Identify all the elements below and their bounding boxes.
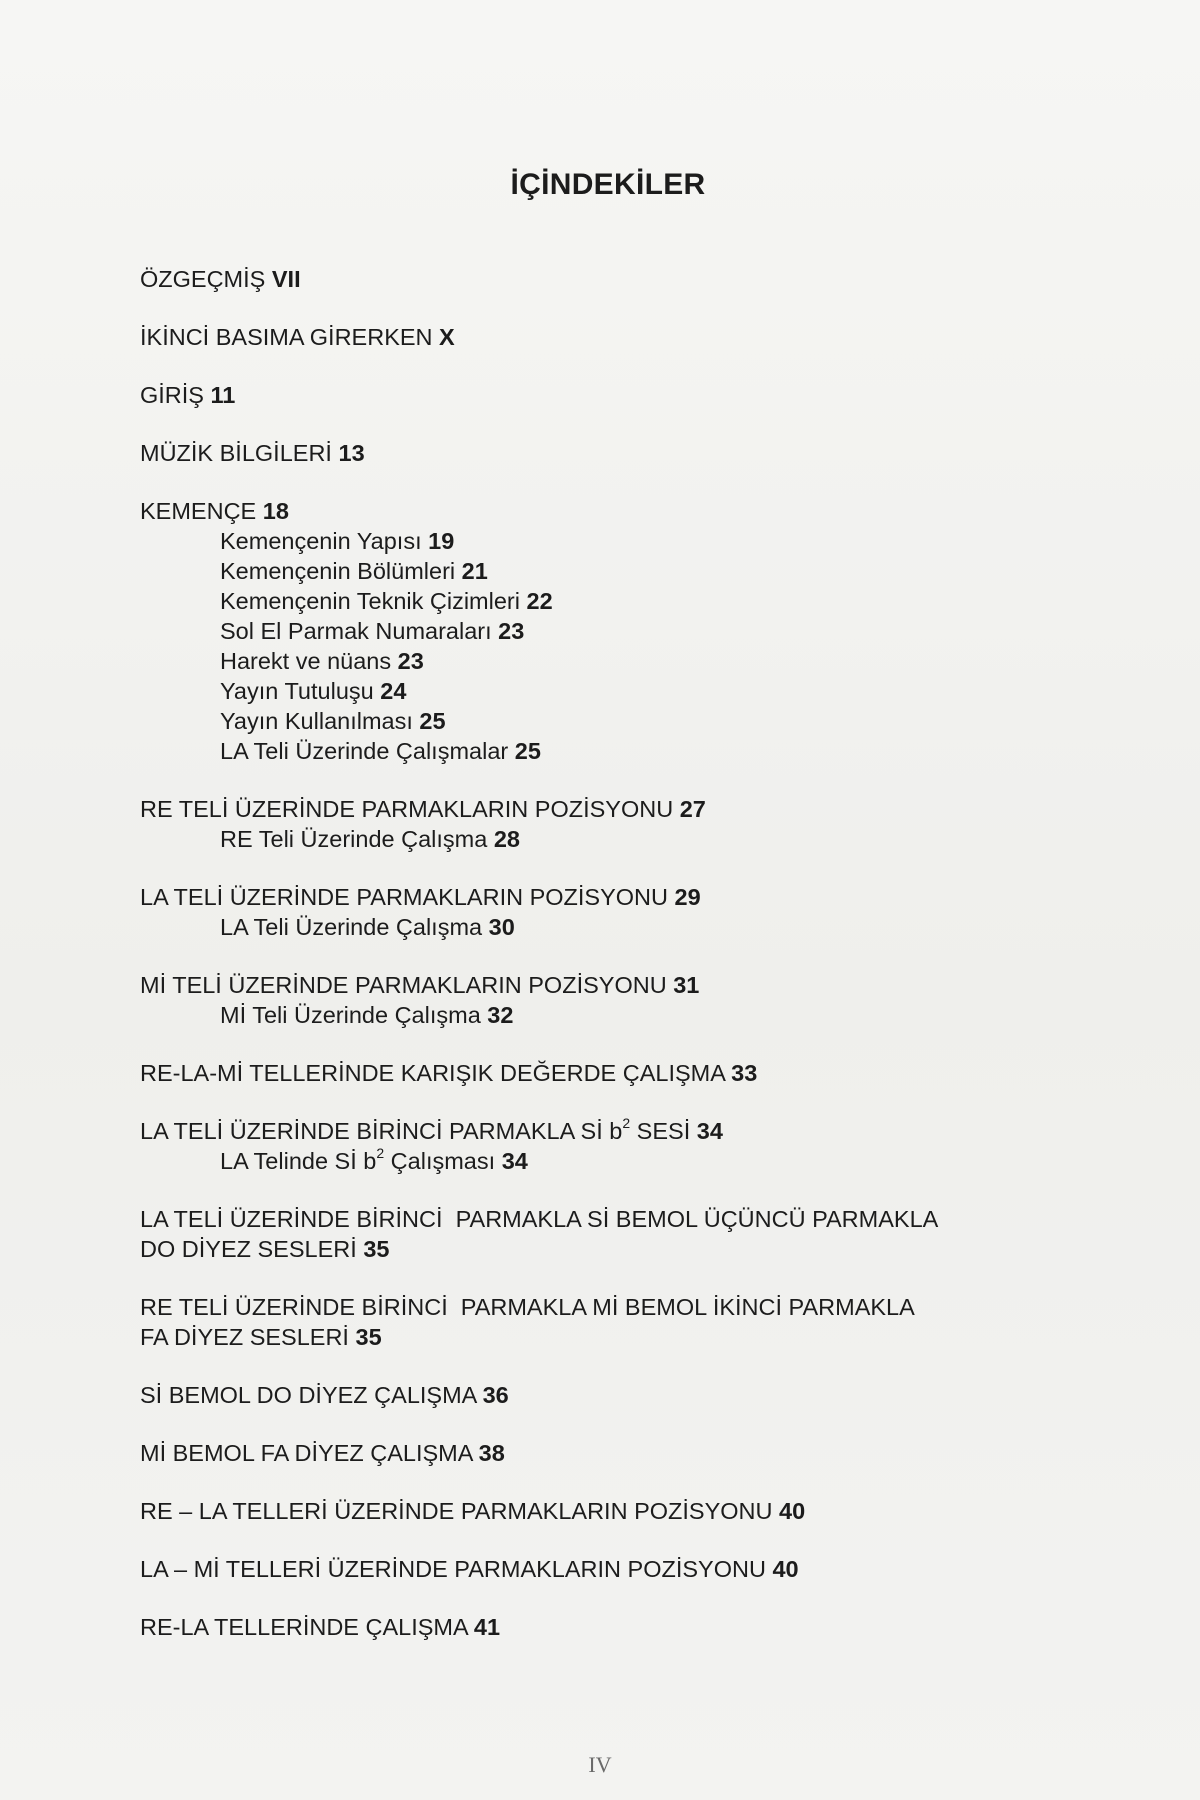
entry-label: MÜZİK BİLGİLERİ [140,440,332,466]
entry-page-number: 22 [526,588,553,614]
entry-label: FA DİYEZ SESLERİ [140,1324,349,1350]
entry-label-suffix: SESİ [630,1118,691,1144]
entry-page-number: 19 [428,528,455,554]
toc-group [140,1204,1060,1264]
toc-subentry [140,526,1060,556]
toc-group [140,1438,1060,1468]
entry-label: RE Teli Üzerinde Çalışma [220,826,488,852]
entry-page-number: 11 [210,382,236,408]
entry-label-suffix: Çalışması [384,1148,496,1174]
entry-page-number: 18 [262,498,289,524]
table-of-contents [140,264,1060,1670]
toc-entry [140,1292,1060,1322]
entry-label: Mİ Teli Üzerinde Çalışma [220,1002,481,1028]
entry-page-number: 24 [380,678,407,704]
entry-label: RE TELİ ÜZERİNDE PARMAKLARIN POZİSYONU [140,796,674,822]
entry-label: RE-LA TELLERİNDE ÇALIŞMA [140,1614,468,1640]
toc-group [140,794,1060,854]
entry-page-number: 29 [674,884,701,910]
entry-page-number: 28 [493,826,520,852]
entry-page-number: 38 [478,1440,505,1466]
toc-subentry [140,1146,1060,1176]
entry-page-number: 23 [397,648,424,674]
toc-group [140,1380,1060,1410]
entry-label: LA TELİ ÜZERİNDE PARMAKLARIN POZİSYONU [140,884,669,910]
toc-entry [140,438,1060,468]
toc-entry [140,970,1060,1000]
toc-group [140,264,1060,294]
toc-group [140,1496,1060,1526]
toc-subentry [140,824,1060,854]
toc-group [140,1058,1060,1088]
entry-superscript: 2 [622,1115,631,1132]
toc-subentry [140,646,1060,676]
toc-group [140,496,1060,766]
entry-page-number: 34 [501,1148,528,1174]
entry-label: Kemençenin Yapısı [220,528,422,554]
toc-entry [140,1204,1060,1234]
entry-label: LA Telinde Sİ b [220,1148,377,1174]
toc-entry [140,1438,1060,1468]
entry-page-number: 31 [673,972,700,998]
toc-entry [140,380,1060,410]
toc-entry [140,1496,1060,1526]
toc-entry [140,882,1060,912]
toc-subentry [140,616,1060,646]
toc-entry [140,1380,1060,1410]
entry-label: Sol El Parmak Numaraları [220,618,492,644]
entry-label: LA – Mİ TELLERİ ÜZERİNDE PARMAKLARIN POZİSYONU [140,1556,766,1582]
entry-page-number: 23 [498,618,525,644]
entry-label: Kemençenin Bölümleri [220,558,456,584]
toc-entry [140,1058,1060,1088]
toc-subentry [140,556,1060,586]
entry-label: RE – LA TELLERİ ÜZERİNDE PARMAKLARIN POZİSYONU [140,1498,773,1524]
entry-label: ÖZGEÇMİŞ [140,266,266,292]
page-title: İÇİNDEKİLER [510,168,706,201]
toc-subentry [140,912,1060,942]
toc-entry [140,1322,1060,1352]
entry-page-number: 27 [679,796,706,822]
entry-page-number: 36 [482,1382,509,1408]
entry-label: İKİNCİ BASIMA GİRERKEN [140,324,433,350]
entry-page-number: 32 [487,1002,514,1028]
toc-subentry [140,586,1060,616]
entry-page-number: 34 [696,1118,723,1144]
toc-group [140,882,1060,942]
toc-group [140,1612,1060,1642]
entry-page-number: VII [271,266,301,292]
toc-subentry [140,706,1060,736]
entry-page-number: 33 [731,1060,758,1086]
toc-group [140,1292,1060,1352]
entry-label: RE TELİ ÜZERİNDE BİRİNCİ PARMAKLA Mİ BEMOL İKİNCİ PARMAKLA [140,1294,915,1320]
toc-group [140,1554,1060,1584]
entry-label: DO DİYEZ SESLERİ [140,1236,357,1262]
entry-page-number: 35 [355,1324,382,1350]
toc-subentry [140,676,1060,706]
entry-page-number: 25 [419,708,446,734]
entry-page-number: 13 [338,440,365,466]
entry-label: LA Teli Üzerinde Çalışma [220,914,483,940]
entry-page-number: 40 [772,1556,799,1582]
entry-label: Yayın Tutuluşu [220,678,374,704]
toc-entry [140,1612,1060,1642]
entry-label: Mİ BEMOL FA DİYEZ ÇALIŞMA [140,1440,473,1466]
toc-entry [140,264,1060,294]
entry-page-number: 35 [363,1236,390,1262]
toc-group [140,380,1060,410]
entry-label: Sİ BEMOL DO DİYEZ ÇALIŞMA [140,1382,477,1408]
toc-group [140,1116,1060,1176]
entry-page-number: 41 [473,1614,501,1640]
toc-subentry [140,736,1060,766]
entry-label: Harekt ve nüans [220,648,392,674]
entry-label: RE-LA-Mİ TELLERİNDE KARIŞIK DEĞERDE ÇALIŞMA [140,1060,725,1086]
entry-page-number: 40 [779,1498,806,1524]
toc-group [140,322,1060,352]
toc-group [140,970,1060,1030]
page-number: IV [588,1752,612,1777]
entry-label: Mİ TELİ ÜZERİNDE PARMAKLARIN POZİSYONU [140,972,667,998]
entry-label: GİRİŞ [140,382,204,408]
entry-label: LA TELİ ÜZERİNDE BİRİNCİ PARMAKLA Sİ b [140,1118,623,1144]
toc-entry [140,1116,1060,1146]
entry-label: Kemençenin Teknik Çizimleri [220,588,520,614]
toc-entry [140,1554,1060,1584]
entry-page-number: X [439,324,455,350]
toc-subentry [140,1000,1060,1030]
toc-entry [140,496,1060,526]
entry-label: KEMENÇE [140,498,257,524]
toc-entry [140,322,1060,352]
entry-label: LA Teli Üzerinde Çalışmalar [220,738,509,764]
entry-label: Yayın Kullanılması [220,708,413,734]
entry-label: LA TELİ ÜZERİNDE BİRİNCİ PARMAKLA Sİ BEMOL ÜÇÜNCÜ PARMAKLA [140,1206,939,1232]
toc-entry [140,1234,1060,1264]
entry-superscript: 2 [376,1145,385,1162]
entry-page-number: 21 [461,558,488,584]
entry-page-number: 30 [488,914,515,940]
toc-group [140,438,1060,468]
toc-entry [140,794,1060,824]
entry-page-number: 25 [514,738,541,764]
